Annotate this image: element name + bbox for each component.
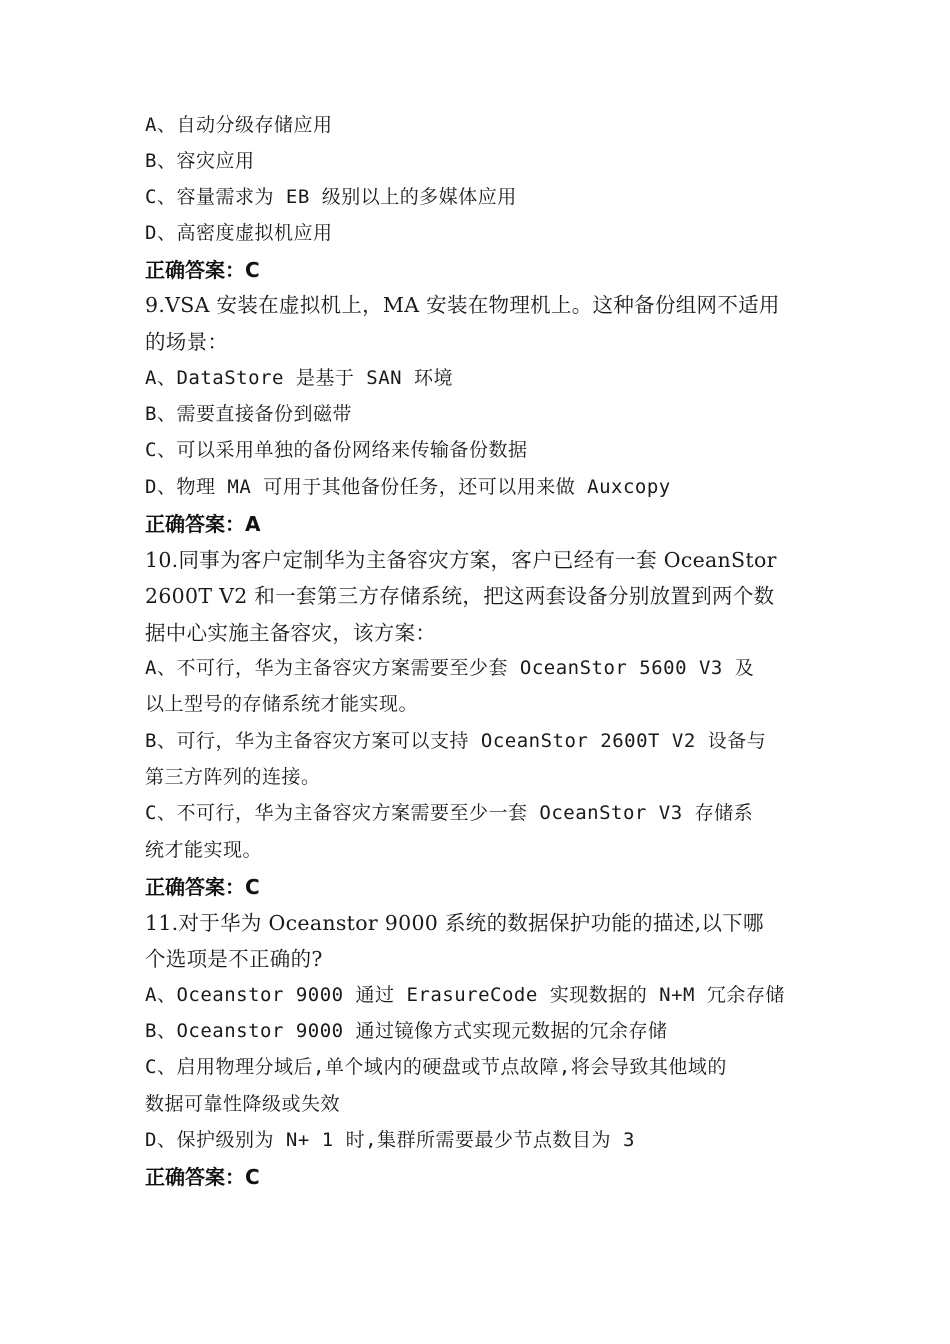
- q10-option-b-cont: 第三方阵列的连接。: [145, 766, 321, 788]
- q10-question-line-1: 10.同事为客户定制华为主备容灾方案，客户已经有一套 OceanStor: [145, 548, 777, 572]
- q9-question-line-2: 的场景：: [145, 330, 229, 354]
- q9-option-c: C、可以采用单独的备份网络来传输备份数据: [145, 439, 528, 461]
- q11-option-c-cont: 数据可靠性降级或失效: [145, 1093, 341, 1115]
- q9-option-a: A、DataStore 是基于 SAN 环境: [145, 367, 454, 389]
- q9-option-d: D、物理 MA 可用于其他备份任务，还可以用来做 Auxcopy: [145, 476, 671, 498]
- q11-option-c: C、启用物理分域后,单个域内的硬盘或节点故障,将会导致其他域的: [145, 1056, 727, 1078]
- q11-option-d: D、保护级别为 N+ 1 时,集群所需要最少节点数目为 3: [145, 1129, 635, 1151]
- q11-answer: 正确答案：C: [145, 1165, 260, 1189]
- q11-option-b: B、Oceanstor 9000 通过镜像方式实现元数据的冗余存储: [145, 1020, 668, 1042]
- q11-option-a: A、Oceanstor 9000 通过 ErasureCode 实现数据的 N+M 冗余存储: [145, 984, 785, 1006]
- q10-option-c: C、不可行，华为主备容灾方案需要至少一套 OceanStor V3 存储系: [145, 802, 754, 824]
- q10-option-a: A、不可行，华为主备容灾方案需要至少套 OceanStor 5600 V3 及: [145, 657, 755, 679]
- q9-question-line-1: 9.VSA 安装在虚拟机上，MA 安装在物理机上。这种备份组网不适用: [145, 293, 780, 317]
- q8-option-a: A、自动分级存储应用: [145, 114, 333, 136]
- q11-question-line-1: 11.对于华为 Oceanstor 9000 系统的数据保护功能的描述,以下哪: [145, 911, 764, 935]
- q8-option-c: C、容量需求为 EB 级别以上的多媒体应用: [145, 186, 517, 208]
- q10-option-a-cont: 以上型号的存储系统才能实现。: [145, 693, 419, 715]
- q10-option-c-cont: 统才能实现。: [145, 839, 263, 861]
- q10-answer: 正确答案：C: [145, 875, 260, 899]
- q10-option-b: B、可行，华为主备容灾方案可以支持 OceanStor 2600T V2 设备与: [145, 730, 767, 752]
- q9-answer: 正确答案：A: [145, 512, 261, 536]
- q8-option-b: B、容灾应用: [145, 150, 255, 172]
- q10-question-line-2: 2600T V2 和一套第三方存储系统，把这两套设备分别放置到两个数: [145, 584, 775, 608]
- q11-question-line-2: 个选项是不正确的?: [145, 947, 323, 971]
- q9-option-b: B、需要直接备份到磁带: [145, 403, 352, 425]
- q10-question-line-3: 据中心实施主备容灾，该方案：: [145, 621, 437, 645]
- q8-option-d: D、高密度虚拟机应用: [145, 222, 333, 244]
- q8-answer: 正确答案：C: [145, 258, 260, 282]
